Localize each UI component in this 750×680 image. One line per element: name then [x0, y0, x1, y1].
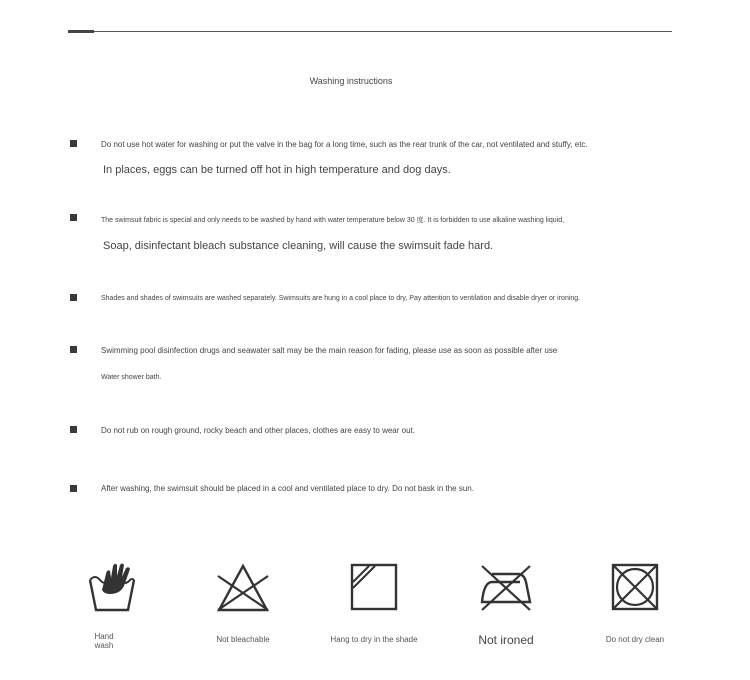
instruction-4-line-1: Swimming pool disinfection drugs and seawater salt may be the main reason for fading, please use as soon as possible after use: [101, 346, 558, 355]
bullet-icon: [70, 346, 77, 353]
no-bleach-label: Not bleachable: [216, 635, 270, 644]
no-iron-label: Not ironed: [478, 633, 534, 647]
bullet-icon: [70, 140, 77, 147]
shade-dry-icon: [349, 562, 399, 612]
instruction-1-line-1: Do not use hot water for washing or put the valve in the bag for a long time, such as the rear trunk of the car, not ventilated and stuffy, etc.: [101, 140, 588, 149]
instruction-5-line-1: Do not rub on rough ground, rocky beach and other places, clothes are easy to wear out.: [101, 426, 415, 435]
no-iron-icon: [478, 560, 534, 614]
bullet-icon: [70, 426, 77, 433]
instruction-4-line-2: Water shower bath.: [101, 374, 162, 381]
no-dry-clean-label: Do not dry clean: [605, 635, 665, 644]
hand-wash-icon: [86, 560, 138, 614]
shade-dry-label: Hang to dry in the shade: [330, 635, 418, 644]
no-bleach-icon: [214, 560, 272, 614]
hand-wash-label: [80, 632, 128, 650]
instruction-2-line-2: Soap, disinfectant bleach substance cleaning, will cause the swimsuit fade hard.: [103, 240, 494, 252]
hand-wash-label-line-2: wash: [94, 641, 114, 650]
bullet-icon: [70, 214, 77, 221]
instruction-2-line-1: The swimsuit fabric is special and only needs to be washed by hand with water temperature below 30 度. It is forbidden to use alkaline washing liquid,: [101, 217, 565, 224]
hand-wash-label-line-1: Hand: [94, 632, 114, 641]
instruction-3-line-1: Shades and shades of swimsuits are washed separately. Swimsuits are hung in a cool place to dry, Pay attention to ventilation and disable dryer or ironing.: [101, 295, 581, 302]
instruction-6-line-1: After washing, the swimsuit should be placed in a cool and ventilated place to dry. Do not bask in the sun.: [101, 484, 474, 493]
no-dry-clean-icon: [610, 562, 660, 612]
header-rule: [68, 31, 672, 32]
page-title: Washing instructions: [309, 76, 393, 86]
instruction-1-line-2: In places, eggs can be turned off hot in high temperature and dog days.: [103, 164, 451, 176]
bullet-icon: [70, 294, 77, 301]
bullet-icon: [70, 485, 77, 492]
header-rule-accent: [68, 30, 94, 33]
